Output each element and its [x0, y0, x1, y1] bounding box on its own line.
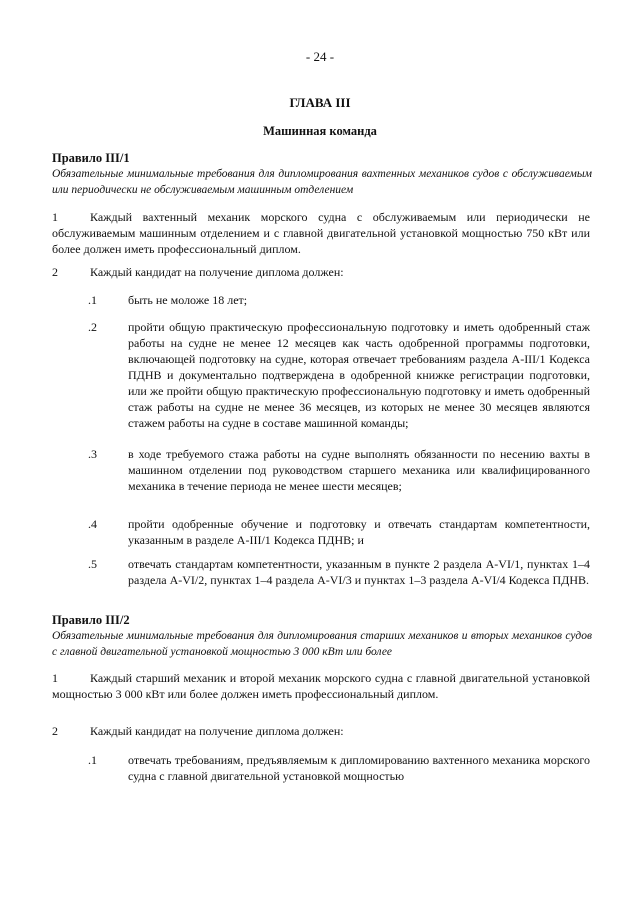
rule-1-title: Правило III/1 — [52, 151, 130, 165]
page-number: - 24 - — [305, 49, 335, 64]
paragraph-text: Каждый вахтенный механик морского судна с обслуживаемым или периодически не обслуживаемым машинным отделением и с главной двигательной установкой мощностью 750 кВт или более должен иметь профессиональный диплом. — [52, 210, 590, 256]
item-number: .4 — [88, 517, 97, 531]
rule-2-subtitle: Обязательные минимальные требования для дипломирования старших механиков и вторых механиков судов с главной двигательной установкой мощностью 3 000 кВт или более — [52, 630, 592, 658]
rule-2-title: Правило III/2 — [52, 613, 130, 627]
paragraph-number: 1 — [52, 210, 58, 224]
paragraph-text: Каждый кандидат на получение диплома должен: — [90, 724, 344, 738]
section-heading: Машинная команда — [263, 124, 377, 138]
rule-2-paragraph-1 — [52, 670, 590, 702]
paragraph-text: Каждый старший механик и второй механик морского судна с главной двигательной установкой мощностью 3 000 кВт или более должен иметь профессиональный диплом. — [52, 671, 590, 701]
item-number: .1 — [88, 753, 97, 767]
item-text: в ходе требуемого стажа работы на судне выполнять обязанности по несению вахты в машинном отделении под руководством старшего механика или квалифицированного механика в течение периода не менее шести месяцев; — [128, 447, 590, 493]
item-text: пройти одобренные обучение и подготовку и отвечать стандартам компетентности, указанным в разделе A-III/1 Кодекса ПДНВ; и — [128, 517, 590, 547]
item-text: пройти общую практическую профессиональную подготовку и иметь одобренный стаж работы на судне не менее 12 месяцев как часть одобренной программы подготовки, включающей подготовку на судне, которая отвечает требованиям раздела A-III/1 Кодекса ПДНВ и документально подтверждена в одобренной книжке регистрации подготовки, или же пройти общую практическую профессиональную подготовку и иметь одобренный стаж работы на судне не менее 36 месяцев, из которых не менее 30 месяцев являются стажем работы на судне в составе машинной команды; — [128, 320, 590, 430]
paragraph-number: 2 — [52, 724, 58, 738]
paragraph-number: 1 — [52, 671, 58, 685]
item-number: .1 — [88, 293, 97, 307]
rule-1-subtitle: Обязательные минимальные требования для дипломирования вахтенных механиков судов с обслуживаемым или периодически не обслуживаемым машинным отделением — [52, 168, 592, 196]
paragraph-text: Каждый кандидат на получение диплома должен: — [90, 265, 344, 279]
paragraph-number: 2 — [52, 265, 58, 279]
item-text: отвечать стандартам компетентности, указанным в пункте 2 раздела A-VI/1, пунктах 1–4 раздела A-VI/2, пунктах 1–4 раздела A-VI/3 и пунктах 1–3 раздела A-VI/4 Кодекса ПДНВ. — [128, 557, 590, 587]
item-number: .5 — [88, 557, 97, 571]
item-text: отвечать требованиям, предъявляемым к дипломированию вахтенного механика морского судна с главной двигательной установкой мощностью — [128, 753, 590, 783]
rule-1-paragraph-1 — [52, 209, 590, 257]
item-text: быть не моложе 18 лет; — [128, 293, 248, 307]
item-number: .2 — [88, 320, 97, 334]
item-number: .3 — [88, 447, 97, 461]
chapter-heading: ГЛАВА III — [289, 95, 351, 110]
